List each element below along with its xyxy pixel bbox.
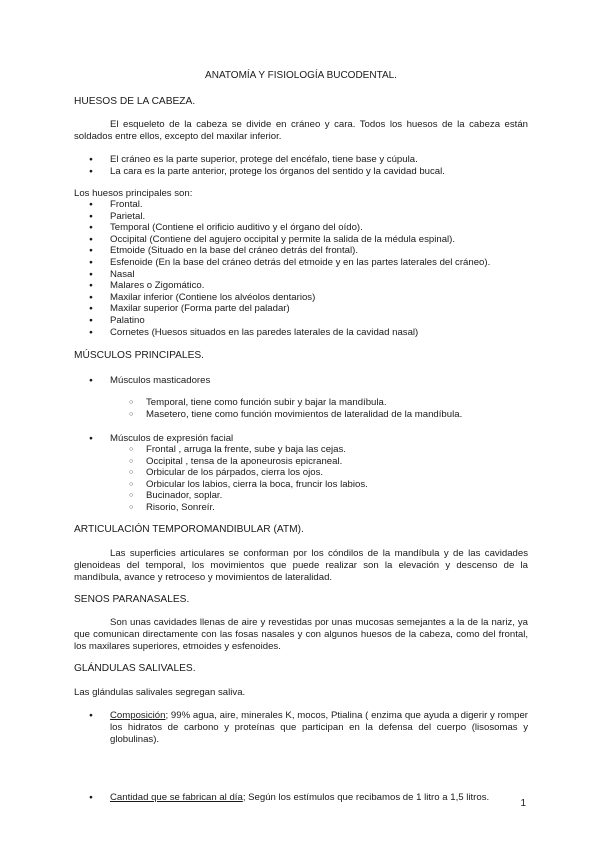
- list-item: ● Cornetes (Huesos situados en las paredes laterales de la cavidad nasal): [74, 327, 490, 339]
- list-item: ● Esfenoide (En la base del cráneo detrás del etmoide y en las partes laterales del cráneo).: [74, 257, 490, 269]
- list-item: ● Músculos masticadores: [74, 375, 210, 387]
- list-item: ● Etmoide (Situado en la base del cráneo detrás del frontal).: [74, 245, 490, 257]
- list-item: ● Temporal (Contiene el orificio auditivo y el órgano del oído).: [74, 222, 490, 234]
- sublist-masticadores: [74, 397, 462, 420]
- list-craneo-cara: [74, 154, 445, 177]
- paragraph-glandulas-intro: Las glándulas salivales segregan saliva.: [74, 687, 246, 698]
- list-item: ● Palatino: [74, 315, 490, 327]
- document-page: [74, 0, 528, 848]
- list-item: ○ Masetero, tiene como función movimientos de lateralidad de la mandíbula.: [74, 409, 462, 421]
- list-item: ● Malares o Zigomático.: [74, 280, 490, 292]
- paragraph-atm: Las superficies articulares se conforman por los cóndilos de la mandíbula y de las cavidades glenoideas del temporal, los movimientos que puede realizar son la elevación y descenso de la mandíbula, avance y retroceso y movimientos de lateralidad.: [74, 548, 528, 583]
- list-item: ○ Orbicular de los párpados, cierra los ojos.: [74, 467, 368, 479]
- heading-senos: SENOS PARANASALES.: [74, 594, 190, 605]
- cantidad-label: Cantidad que se fabrican al día: [110, 792, 243, 803]
- list-item: ○ Occipital , tensa de la aponeurosis epicraneal.: [74, 456, 368, 468]
- list-item: ○ Bucinador, soplar.: [74, 490, 368, 502]
- list-musculos-masticadores: [74, 375, 210, 387]
- list-item-cantidad: [74, 792, 528, 804]
- heading-huesos: HUESOS DE LA CABEZA.: [74, 96, 196, 107]
- composicion-text: ; 99% agua, aire, minerales K, mocos, Ptialina ( enzima que ayuda a digerir y romper los hidratos de carbono y proteínas que participan en la defensa del cuerpo (lisosomas y globulinas).: [110, 710, 528, 745]
- page-number: 1: [520, 798, 526, 809]
- document-title: ANATOMÍA Y FISIOLOGÍA BUCODENTAL.: [205, 70, 397, 81]
- heading-atm: ARTICULACIÓN TEMPOROMANDIBULAR (ATM).: [74, 524, 304, 535]
- composicion-label: Composición: [110, 710, 166, 721]
- list-item: ● Maxilar inferior (Contiene los alvéolos dentarios): [74, 292, 490, 304]
- list-item: ● Occipital (Contiene del agujero occipital y permite la salida de la médula espinal).: [74, 234, 490, 246]
- heading-glandulas: GLÁNDULAS SALIVALES.: [74, 663, 196, 674]
- list-item: ○ Orbicular los labios, cierra la boca, fruncir los labios.: [74, 479, 368, 491]
- list-item: ● Músculos de expresión facial: [74, 433, 233, 445]
- list-item: ● Parietal.: [74, 211, 490, 223]
- paragraph-senos: Son unas cavidades llenas de aire y revestidas por unas mucosas semejantes a la de la nariz, ya que comunican directamente con las fosas nasales y con algunos huesos de la cabeza, como del frontal, los maxilares superiores, etmoides y esfenoides.: [74, 617, 528, 652]
- heading-musculos: MÚSCULOS PRINCIPALES.: [74, 350, 205, 361]
- paragraph-huesos-intro: El esqueleto de la cabeza se divide en cráneo y cara. Todos los huesos de la cabeza están soldados entre ellos, excepto del maxilar inferior.: [74, 119, 528, 142]
- bones-label: Los huesos principales son:: [74, 188, 193, 199]
- sublist-expresion: [74, 444, 368, 514]
- list-item: ○ Risorio, Sonreír.: [74, 502, 368, 514]
- list-item: ● El cráneo es la parte superior, protege del encéfalo, tiene base y cúpula.: [74, 154, 445, 166]
- list-item: ● La cara es la parte anterior, protege los órganos del sentido y la cavidad bucal.: [74, 166, 445, 178]
- list-item: ● Frontal.: [74, 199, 490, 211]
- list-item-composicion: [74, 710, 528, 746]
- cantidad-text: ; Según los estímulos que recibamos de 1 litro a 1,5 litros.: [242, 792, 490, 803]
- list-item: ○ Frontal , arruga la frente, sube y baja las cejas.: [74, 444, 368, 456]
- list-musculos-expresion: [74, 433, 233, 445]
- list-item: ● Nasal: [74, 269, 490, 281]
- bullet-icon: ●: [89, 794, 93, 801]
- list-huesos: [74, 199, 490, 338]
- list-item: ● Maxilar superior (Forma parte del paladar): [74, 303, 490, 315]
- bullet-icon: ●: [89, 712, 93, 719]
- list-item: ○ Temporal, tiene como función subir y bajar la mandíbula.: [74, 397, 462, 409]
